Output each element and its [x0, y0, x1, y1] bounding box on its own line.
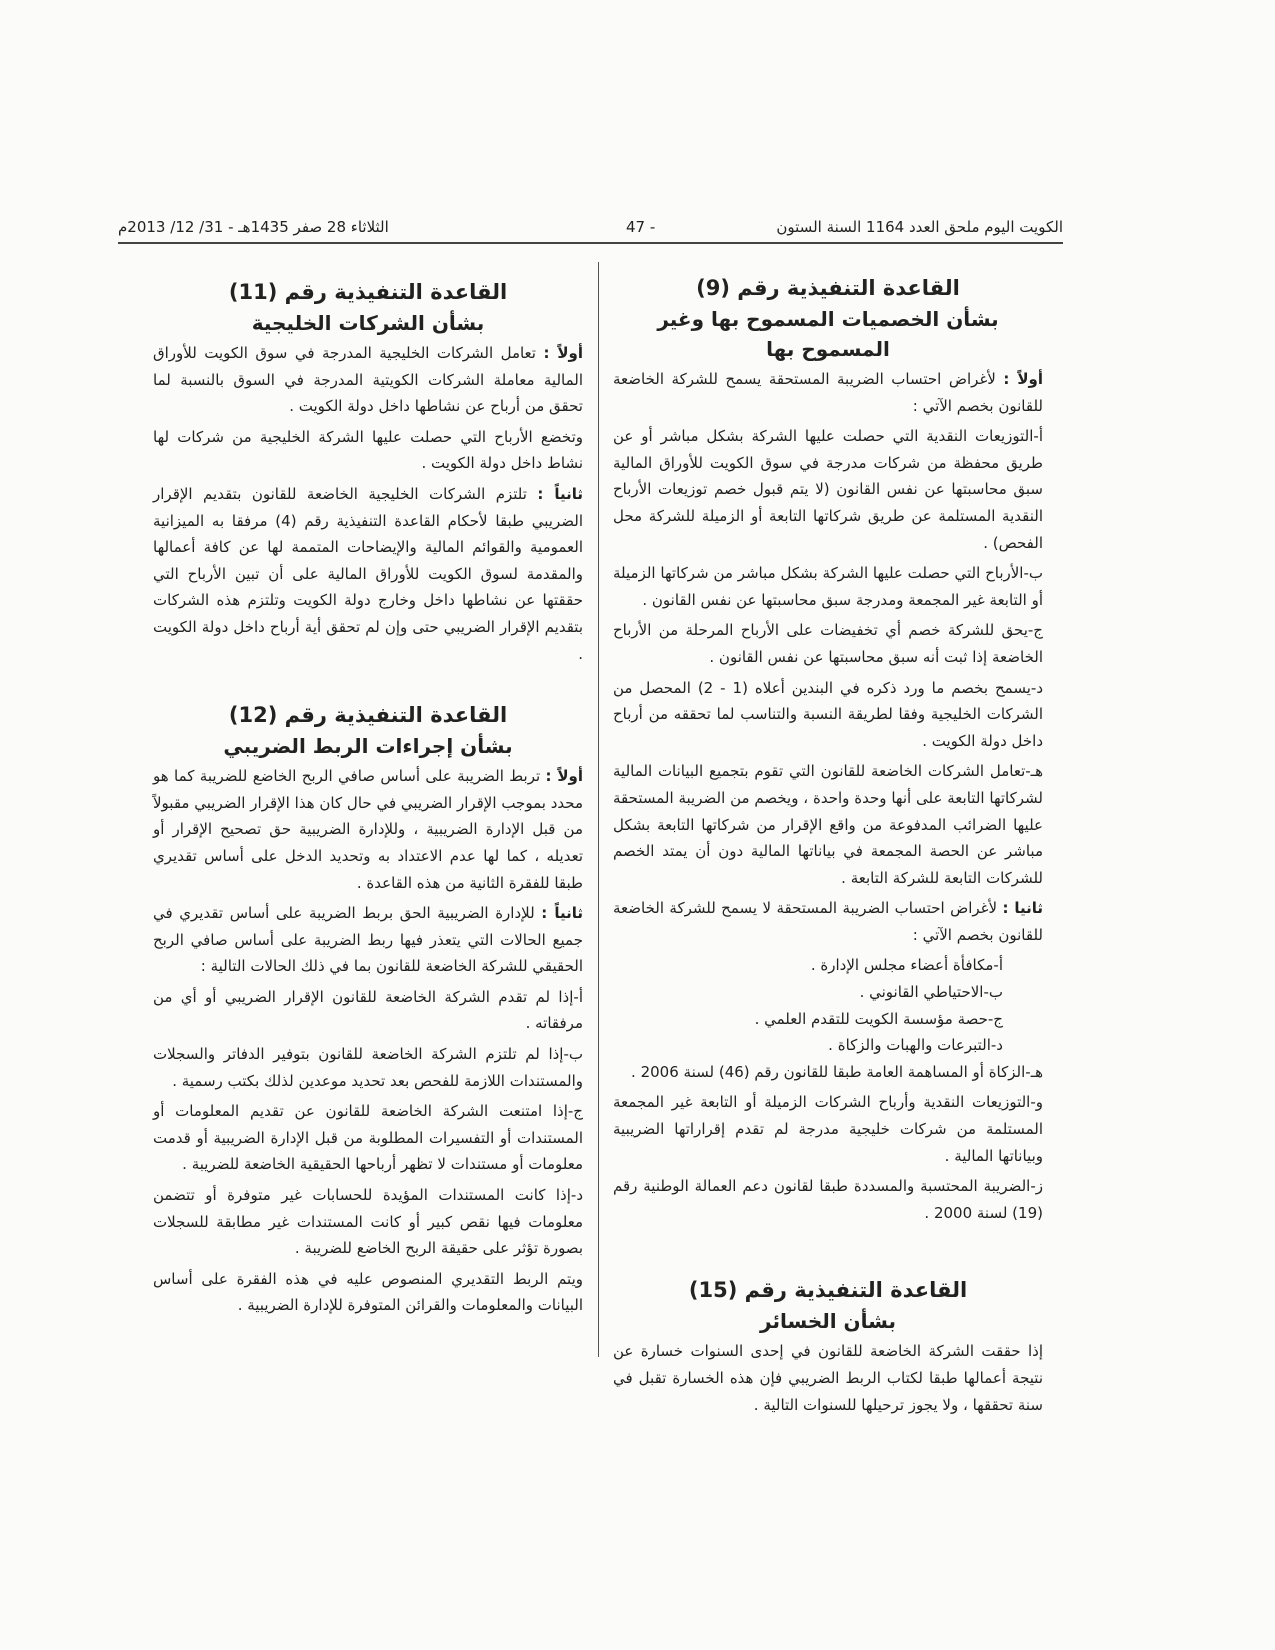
rule11-second-text: تلتزم الشركات الخليجية الخاضعة للقانون بتقديم الإقرار الضريبي طبقا لأحكام القاعدة التنفيذية رقم (4) مرفقا به الميزانية العمومية والقوائم المالية والإيضاحات المتممة لها عن كافة أعمالها والمقدمة لسوق الكويت للأوراق المالية على أن تبين الأرباح التي حققتها عن نشاطها داخل وخارج دولة الكويت وتلتزم هذه الشركات بتقديم الإقرار الضريبي حتى وإن لم تحقق أية أرباح داخل دولة الكويت .	[153, 484, 584, 663]
rule9-item: ج-يحق للشركة خصم أي تخفيضات على الأرباح المرحلة من الأرباح الخاضعة إذا ثبت أنه سبق محاسبتها عن نفس القانون .	[613, 621, 1043, 666]
rule12-item: أ-إذا لم تقدم الشركة الخاضعة للقانون الإقرار الضريبي أو أي من مرفقاته .	[153, 987, 583, 1033]
rule9-first-lead: أولاً :	[1003, 370, 1043, 388]
rule12-first-lead: أولاً :	[545, 767, 583, 786]
rule12-subtitle: بشأن إجراءات الربط الضريبي	[223, 734, 513, 759]
rule12-second-text: للإدارة الضريبية الحق بربط الضريبة على أساس تقديري في جميع الحالات التي يتعذر فيها ربط الضريبة على أساس صافي الربح الحقيقي للشركة الخاضعة للقانون بما في ذلك الحالات التالية :	[153, 904, 583, 976]
rule12-first-text: تربط الضريبة على أساس صافي الربح الخاضع للضريبة كما هو محدد بموجب الإقرار الضريبي في حال كان هذا الإقرار الضريبي مقبولاً من قبل الإدارة الضريبية ، وللإدارة الضريبية حق تصحيح الإقرار أو تعديله ، كما لها عدم الاعتداد به وتحديد الدخل على أساس تقديري طبقا للفقرة الثانية من هذه القاعدة .	[153, 767, 583, 892]
rule9-first-paragraph	[613, 366, 1043, 419]
rule11-title: القاعدة التنفيذية رقم (11)	[228, 280, 508, 304]
publication-title: الكويت اليوم ملحق العدد 1164 السنة الستون	[776, 218, 1063, 236]
rule9-second-item: د-التبرعات والهبات والزكاة .	[828, 1036, 1003, 1055]
rule9-title: القاعدة التنفيذية رقم (9)	[696, 276, 960, 300]
rule11-first-text: تعامل الشركات الخليجية المدرجة في سوق الكويت للأوراق المالية معاملة الشركات الكويتية المدرجة في السوق بالنسبة لما تحقق من أرباح عن نشاطها داخل دولة الكويت .	[153, 344, 583, 416]
page-number: - 47	[626, 218, 656, 236]
rule9-second-item: ب-الاحتياطي القانوني .	[859, 983, 1003, 1002]
rule11-second-lead: ثانياً :	[537, 484, 583, 503]
issue-date: الثلاثاء 28 صفر 1435هـ - 31/ 12/ 2013م	[118, 218, 389, 236]
rule12-closing: ويتم الربط التقديري المنصوص عليه في هذه الفقرة على أساس البيانات والمعلومات والقرائن المتوفرة للإدارة الضريبية .	[153, 1269, 583, 1315]
page-header	[118, 208, 1063, 244]
column-divider	[598, 262, 599, 1357]
rule15-text: إذا حققت الشركة الخاضعة للقانون في إحدى السنوات خسارة عن نتيجة أعمالها طبقا لكتاب الربط الضريبي فإن هذه الخسارة تقبل في سنة تحققها ، ولا يجوز ترحيلها للسنوات التالية .	[613, 1342, 1043, 1414]
rule12-second-lead: ثانياً :	[541, 904, 583, 923]
right-column	[613, 272, 1043, 1422]
rule11-first-lead: أولاً :	[543, 344, 583, 362]
rule9-item: هـ-تعامل الشركات الخاضعة للقانون التي تقوم بتجميع البيانات المالية لشركاتها التابعة على أنها وحدة واحدة ، ويخصم من الضريبة المستحقة عليها الضرائب المدفوعة من واقع الإقرار من شركاتها التابعة بشكل مباشر عن الحصة المجمعة في بياناتها المالية دون أن يمتد الخصم للشركات التابعة للشركة التابعة .	[613, 762, 1043, 887]
rule9-item: أ-التوزيعات النقدية التي حصلت عليها الشركة بشكل مباشر أو عن طريق محفظة من شركات مدرجة في سوق الكويت للأوراق المالية سبق محاسبتها عن نفس القانون (لا يتم قبول خصم توزيعات الأرباح النقدية المستلمة عن طريق شركاتها التابعة أو الزميلة للشركة محل الفحص) .	[613, 427, 1043, 552]
rule12-first-paragraph	[153, 763, 583, 896]
rule15-subtitle: بشأن الخسائر	[760, 1309, 896, 1334]
rule11-first-text2: وتخضع الأرباح التي حصلت عليها الشركة الخليجية من شركات لها نشاط داخل دولة الكويت .	[153, 427, 583, 473]
rule15-title: القاعدة التنفيذية رقم (15)	[688, 1278, 968, 1303]
rule12-item: د-إذا كانت المستندات المؤيدة للحسابات غير متوفرة أو تتضمن معلومات فيها نقص كبير أو كانت المستندات غير مطابقة للسجلات بصورة تؤثر على حقيقة الربح الخاضع للضريبة .	[153, 1186, 583, 1258]
rule9-second-item: ج-حصة مؤسسة الكويت للتقدم العلمي .	[754, 1009, 1003, 1028]
rule9-second-item: أ-مكافأة أعضاء مجلس الإدارة .	[810, 956, 1003, 975]
rule12-title: القاعدة التنفيذية رقم (12)	[228, 703, 508, 728]
rule9-subtitle: بشأن الخصميات المسموح بها وغير المسموح بها	[657, 307, 999, 361]
rule12-second-paragraph	[153, 900, 583, 980]
rule12-item: ب-إذا لم تلتزم الشركة الخاضعة للقانون بتوفير الدفاتر والسجلات والمستندات اللازمة للفحص بعد تحديد موعدين لذلك بكتب رسمية .	[153, 1045, 583, 1090]
rule9-second-item: ز-الضريبة المحتسبة والمسددة طبقا لقانون دعم العمالة الوطنية رقم (19) لسنة 2000 .	[613, 1177, 1043, 1222]
rule9-second-lead: ثانيا :	[1002, 899, 1043, 918]
rule12-item: ج-إذا امتنعت الشركة الخاضعة للقانون عن تقديم المعلومات أو المستندات أو التفسيرات المطلوبة من قبل الإدارة الضريبية أو قدمت معلومات أو مستندات لا تظهر أرباحها الحقيقية الخاضعة للضريبة .	[153, 1102, 583, 1174]
rule11-subtitle: بشأن الشركات الخليجية	[251, 311, 485, 335]
rule11-first-paragraph	[153, 340, 583, 420]
rule9-first-text: لأغراض احتساب الضريبة المستحقة يسمح للشركة الخاضعة للقانون بخصم الآتي :	[613, 370, 1043, 415]
rule9-second-paragraph	[613, 895, 1043, 948]
rule9-item: د-يسمح بخصم ما ورد ذكره في البندين أعلاه (1 - 2) المحصل من الشركات الخليجية وفقا لطريقة النسبة والتناسب لما تحققه من أرباح داخل دولة الكويت .	[613, 678, 1043, 750]
rule9-second-item: هـ-الزكاة أو المساهمة العامة طبقا للقانون رقم (46) لسنة 2006 .	[631, 1062, 1043, 1081]
rule9-second-item: و-التوزيعات النقدية وأرباح الشركات الزميلة أو التابعة غير المجمعة المستلمة من شركات خليجية مدرجة لم تقدم إقراراتها الضريبية وبياناتها المالية .	[613, 1093, 1043, 1165]
rule9-second-text: لأغراض احتساب الضريبة المستحقة لا يسمح للشركة الخاضعة للقانون بخصم الآتي :	[613, 899, 1043, 944]
left-column	[153, 276, 583, 1323]
rule11-second-paragraph	[153, 481, 583, 667]
rule9-item: ب-الأرباح التي حصلت عليها الشركة بشكل مباشر من شركاتها الزميلة أو التابعة غير المجمعة ومدرجة سبق محاسبتها عن نفس القانون .	[613, 564, 1043, 609]
